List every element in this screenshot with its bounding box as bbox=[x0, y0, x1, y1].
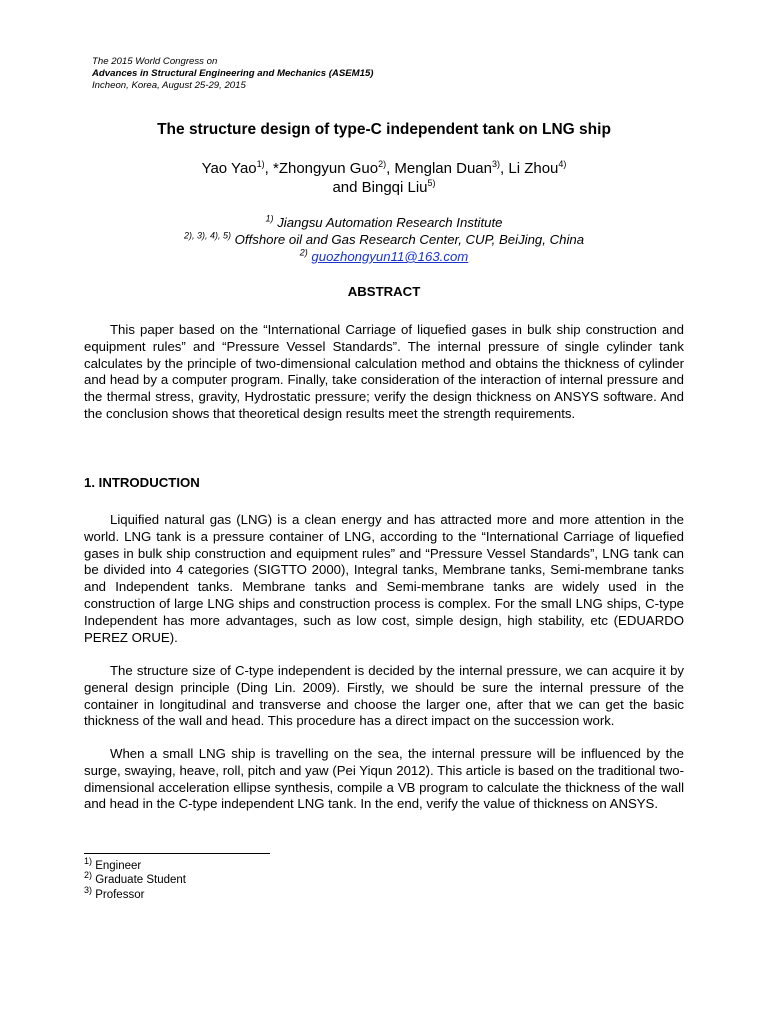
affiliation-1 bbox=[0, 214, 768, 231]
footnote bbox=[84, 884, 186, 902]
intro-paragraph-1: Liquified natural gas (LNG) is a clean energy and has attracted more and more attention in the world. LNG tank is a pressure container of LNG, according to the “International Carriage of liquefied gases in bulk ship construction and equipment rules” and “Pressure Vessel Standards”, LNG tank can be divided into 4 categories (SIGTTO 2000), Integral tanks, Membrane tanks, Semi-membrane tanks and Independent tanks. Membrane tanks and Semi-membrane tanks are widely used in the construction of large LNG ships and construction process is complex. For the small LNG ships, C-type Independent has more advantages, such as low cost, simple design, high stability, etc (EDUARDO PEREZ ORUE). bbox=[84, 512, 684, 645]
abstract-heading: ABSTRACT bbox=[347, 284, 421, 299]
intro-paragraph-3: When a small LNG ship is travelling on the sea, the internal pressure will be influenced by the surge, swaying, heave, roll, pitch and yaw (Pei Yiqun 2012). This article is based on the traditional two-dimensional acceleration ellipse synthesis, compile a VB program to calculate the thickness of the wall and head in the C-type independent LNG tank. In the end, verify the value of thickness on ANSYS. bbox=[84, 746, 684, 812]
footnote-text: Graduate Student bbox=[95, 874, 187, 887]
affiliations bbox=[0, 214, 768, 265]
email-line bbox=[0, 248, 768, 265]
author-line-2 bbox=[0, 178, 768, 197]
paper-title: The structure design of type-C independent tank on LNG ship bbox=[157, 121, 611, 138]
footnotes bbox=[84, 856, 187, 902]
author-name: Yao Yao bbox=[201, 160, 257, 177]
conference-line-3: Incheon, Korea, August 25-29, 2015 bbox=[92, 80, 246, 92]
affiliation-text: Offshore oil and Gas Research Center, CUP, BeiJing, China bbox=[234, 232, 585, 247]
affiliation-mark: 1) bbox=[265, 213, 274, 224]
author-mark: 1) bbox=[256, 159, 265, 169]
footnote-mark: 3) bbox=[84, 884, 93, 895]
affiliation-text: Jiangsu Automation Research Institute bbox=[277, 215, 503, 230]
footnote bbox=[84, 870, 187, 887]
affiliation-2 bbox=[0, 231, 768, 248]
conference-line-1: The 2015 World Congress on bbox=[92, 56, 218, 67]
introduction-heading: 1. INTRODUCTION bbox=[84, 475, 200, 490]
footnote-mark: 1) bbox=[84, 856, 93, 867]
author-name: , Li Zhou bbox=[500, 160, 559, 177]
footnote bbox=[84, 856, 186, 873]
footnote-text: Professor bbox=[95, 888, 145, 901]
author-list bbox=[0, 159, 768, 197]
email-mark: 2) bbox=[299, 247, 308, 258]
author-mark: 3) bbox=[492, 159, 501, 169]
author-name: , Menglan Duan bbox=[386, 160, 492, 177]
intro-paragraph-2: The structure size of C-type independent is decided by the internal pressure, we can acquire it by general design principle (Ding Lin. 2009). Firstly, we should be sure the internal pressure of the container in longitudinal and transverse and choose the larger one, after that we can get the basic thickness of the wall and head. This procedure has a direct impact on the succession work. bbox=[84, 663, 684, 729]
author-mark: 4) bbox=[558, 159, 567, 169]
footnote-text: Engineer bbox=[95, 860, 142, 872]
conference-line-2: Advances in Structural Engineering and Mechanics (ASEM15) bbox=[92, 68, 374, 80]
author-name: and Bingqi Liu bbox=[332, 179, 428, 196]
affiliation-mark: 2), 3), 4), 5) bbox=[183, 230, 231, 241]
abstract-text: This paper based on the “International Carriage of liquefied gases in bulk ship construction and equipment rules” and “Pressure Vessel Standards”. The internal pressure of single cylinder tank calculates by the principle of two-dimensional calculation method and obtains the thickness of cylinder and head by a computer program. Finally, take consideration of the interaction of internal pressure and the thermal stress, gravity, Hydrostatic pressure; verify the design thickness on ANSYS software. And the conclusion shows that theoretical design results meet the strength requirements. bbox=[84, 322, 684, 421]
author-name: , *Zhongyun Guo bbox=[264, 160, 379, 177]
author-mark: 5) bbox=[427, 178, 436, 188]
footnote-divider bbox=[84, 853, 270, 854]
email-link[interactable]: guozhongyun11@163.com bbox=[311, 249, 469, 264]
author-mark: 2) bbox=[378, 159, 387, 169]
conference-header bbox=[92, 56, 373, 93]
footnote-mark: 2) bbox=[84, 870, 93, 881]
author-line-1 bbox=[0, 159, 768, 178]
